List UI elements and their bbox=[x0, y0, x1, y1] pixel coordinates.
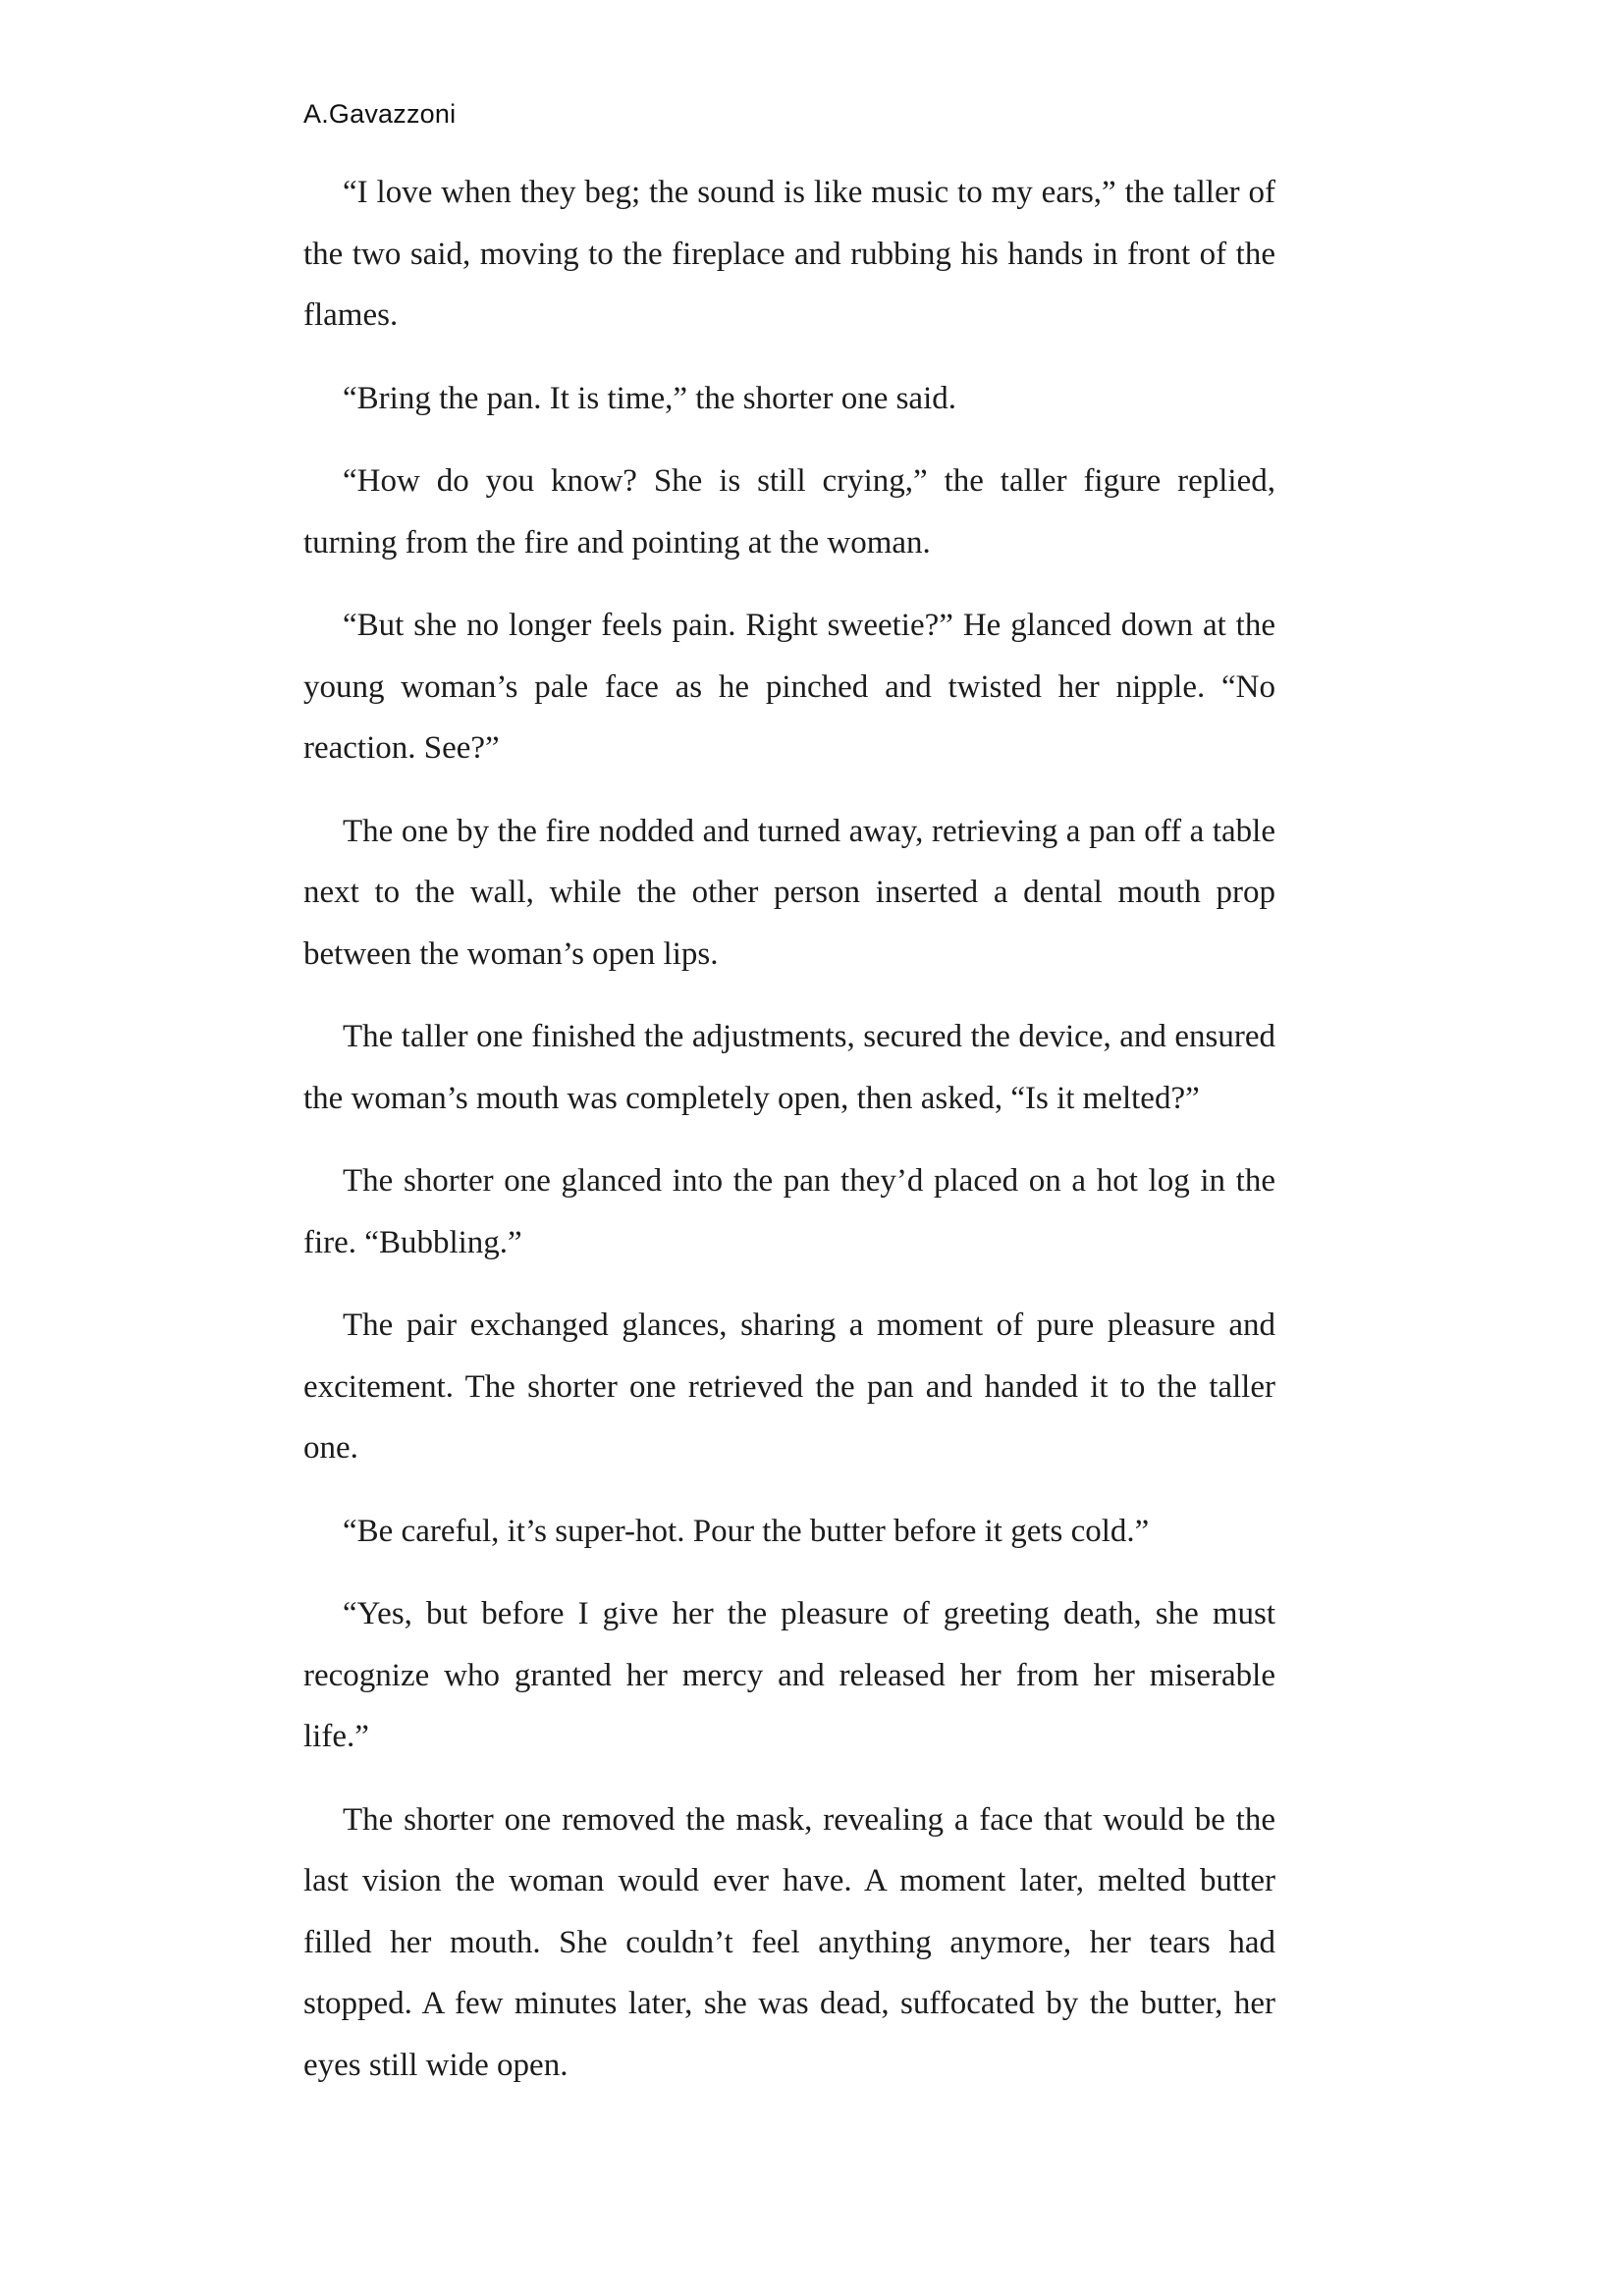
paragraph: “I love when they beg; the sound is like music to my ears,” the taller of the two said, moving to the fireplace and rubbing his hands in front of the flames. bbox=[303, 175, 1275, 333]
paragraph: “How do you know? She is still crying,” the taller figure replied, turning from the fire and pointing at the woman. bbox=[303, 463, 1275, 561]
paragraph: “But she no longer feels pain. Right sweetie?” He glanced down at the young woman’s pale face as he pinched and twisted her nipple. “No reaction. See?” bbox=[303, 608, 1275, 766]
running-header-author: A.Gavazzoni bbox=[303, 99, 457, 129]
paragraph: The shorter one removed the mask, revealing a face that would be the last vision the woman would ever have. A moment later, melted butter filled her mouth. She couldn’t feel anything anymore, her tears had stopped. A few minutes later, she was dead, suffocated by the butter, her eyes still wide open. bbox=[303, 1801, 1275, 2083]
paragraph: “Bring the pan. It is time,” the shorter one said. bbox=[343, 380, 957, 416]
paragraph: The one by the fire nodded and turned away, retrieving a pan off a table next to the wall, while the other person inserted a dental mouth prop between the woman’s open lips. bbox=[303, 813, 1275, 972]
paragraph: “Be careful, it’s super-hot. Pour the butter before it gets cold.” bbox=[343, 1513, 1150, 1549]
paragraph: The pair exchanged glances, sharing a moment of pure pleasure and excitement. The shorter one retrieved the pan and handed it to the taller one. bbox=[303, 1308, 1275, 1466]
body-text bbox=[303, 162, 1275, 2117]
paragraph: “Yes, but before I give her the pleasure of greeting death, she must recognize who granted her mercy and released her from her miserable life.” bbox=[303, 1596, 1275, 1754]
paragraph: The shorter one glanced into the pan they’d placed on a hot log in the fire. “Bubbling.” bbox=[303, 1163, 1275, 1260]
paragraph: The taller one finished the adjustments, secured the device, and ensured the woman’s mouth was completely open, then asked, “Is it melted?” bbox=[303, 1019, 1275, 1116]
